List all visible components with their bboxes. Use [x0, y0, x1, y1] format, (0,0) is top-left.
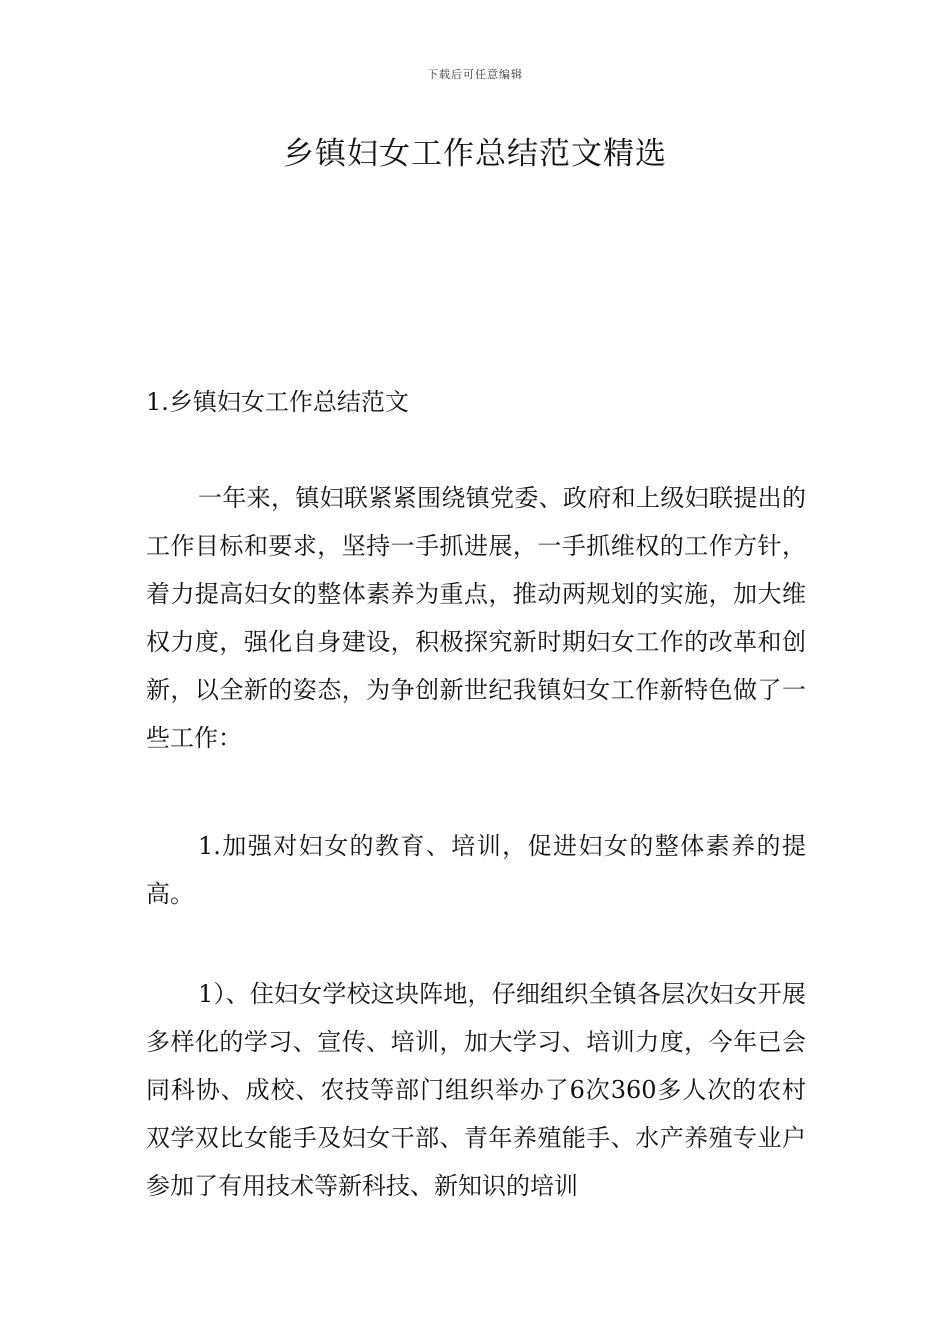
section-heading: 1.乡镇妇女工作总结范文	[146, 388, 409, 416]
paragraph-subpoint-1: 1）、住妇女学校这块阵地，仔细组织全镇各层次妇女开展多样化的学习、宣传、培训，加大学习、培训力度，今年已会同科协、成校、农技等部门组织举办了6次360多人次的农村双学双比女能手及妇女干部、青年养殖能手、水产养殖专业户参加了有用技术等新科技、新知识的培训	[146, 980, 806, 1200]
paragraph-intro: 一年来，镇妇联紧紧围绕镇党委、政府和上级妇联提出的工作目标和要求，坚持一手抓进展，一手抓维权的工作方针，着力提高妇女的整体素养为重点，推动两规划的实施，加大维权力度，强化自身建设，积极探究新时期妇女工作的改革和创新，以全新的姿态，为争创新世纪我镇妇女工作新特色做了一些工作：	[146, 484, 806, 752]
header-note: 下载后可任意编辑	[427, 68, 523, 81]
paragraph-point-1: 1.加强对妇女的教育、培训，促进妇女的整体素养的提高。	[146, 832, 806, 908]
document-title: 乡镇妇女工作总结范文精选	[283, 136, 667, 172]
